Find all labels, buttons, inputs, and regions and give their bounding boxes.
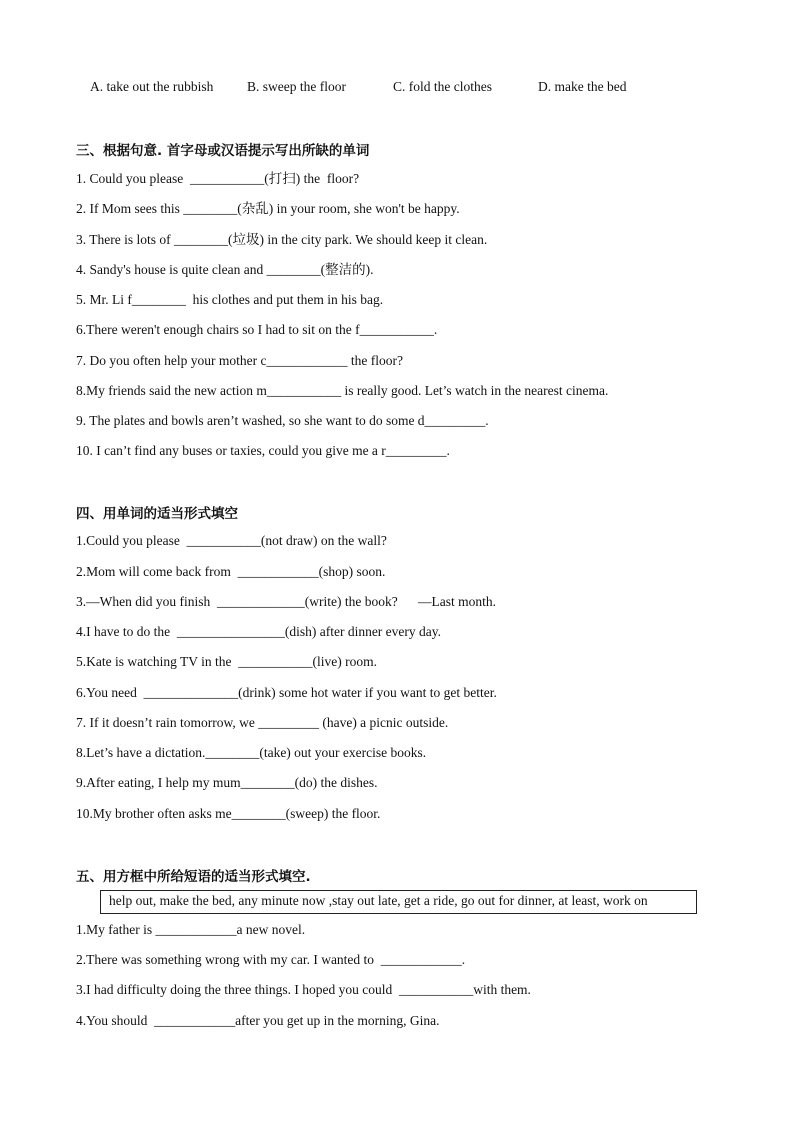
option-a: A. take out the rubbish xyxy=(90,79,214,94)
option-d: D. make the bed xyxy=(538,79,627,94)
s4-item-10: 10.My brother often asks me________(sweep) the floor. xyxy=(76,806,381,821)
section-5-heading: 五、用方框中所给短语的适当形式填空. xyxy=(76,869,311,885)
s5-item-1: 1.My father is ____________a new novel. xyxy=(76,922,306,937)
option-c: C. fold the clothes xyxy=(393,79,492,94)
s4-item-8: 8.Let’s have a dictation.________(take) out your exercise books. xyxy=(76,745,427,760)
s3-item-2: 2. If Mom sees this ________(杂乱) in your room, she won't be happy. xyxy=(76,201,460,216)
s3-item-10: 10. I can’t find any buses or taxies, could you give me a r_________. xyxy=(76,443,450,458)
phrase-box-text: help out, make the bed, any minute now ,stay out late, get a ride, go out for dinner, at least, work on xyxy=(109,893,648,908)
s3-item-4: 4. Sandy's house is quite clean and ________(整洁的). xyxy=(76,262,374,277)
option-b: B. sweep the floor xyxy=(247,79,346,94)
s3-item-8: 8.My friends said the new action m___________ is really good. Let’s watch in the nearest cinema. xyxy=(76,383,609,398)
s4-item-6: 6.You need ______________(drink) some hot water if you want to get better. xyxy=(76,685,497,700)
s4-item-5: 5.Kate is watching TV in the ___________(live) room. xyxy=(76,654,377,669)
s4-item-7: 7. If it doesn’t rain tomorrow, we _________ (have) a picnic outside. xyxy=(76,715,449,730)
phrase-box xyxy=(100,890,697,914)
s3-item-3: 3. There is lots of ________(垃圾) in the city park. We should keep it clean. xyxy=(76,232,488,247)
section-3-heading: 三、根据句意. 首字母或汉语提示写出所缺的单词 xyxy=(76,143,370,159)
s3-item-7: 7. Do you often help your mother c____________ the floor? xyxy=(76,353,403,368)
s5-item-3: 3.I had difficulty doing the three things. I hoped you could ___________with them. xyxy=(76,982,531,997)
s3-item-1: 1. Could you please ___________(打扫) the floor? xyxy=(76,171,360,186)
s5-item-2: 2.There was something wrong with my car. I wanted to ____________. xyxy=(76,952,466,967)
section-4-heading: 四、用单词的适当形式填空 xyxy=(76,506,238,522)
s3-item-6: 6.There weren't enough chairs so I had to sit on the f___________. xyxy=(76,322,438,337)
s4-item-2: 2.Mom will come back from ____________(shop) soon. xyxy=(76,564,386,579)
s4-item-9: 9.After eating, I help my mum________(do) the dishes. xyxy=(76,775,378,790)
s5-item-4: 4.You should ____________after you get up in the morning, Gina. xyxy=(76,1013,440,1028)
s3-item-5: 5. Mr. Li f________ his clothes and put them in his bag. xyxy=(76,292,384,307)
s4-item-3: 3.—When did you finish _____________(write) the book? —Last month. xyxy=(76,594,496,609)
s3-item-9: 9. The plates and bowls aren’t washed, so she want to do some d_________. xyxy=(76,413,489,428)
s4-item-4: 4.I have to do the ________________(dish) after dinner every day. xyxy=(76,624,442,639)
s4-item-1: 1.Could you please ___________(not draw) on the wall? xyxy=(76,533,387,548)
